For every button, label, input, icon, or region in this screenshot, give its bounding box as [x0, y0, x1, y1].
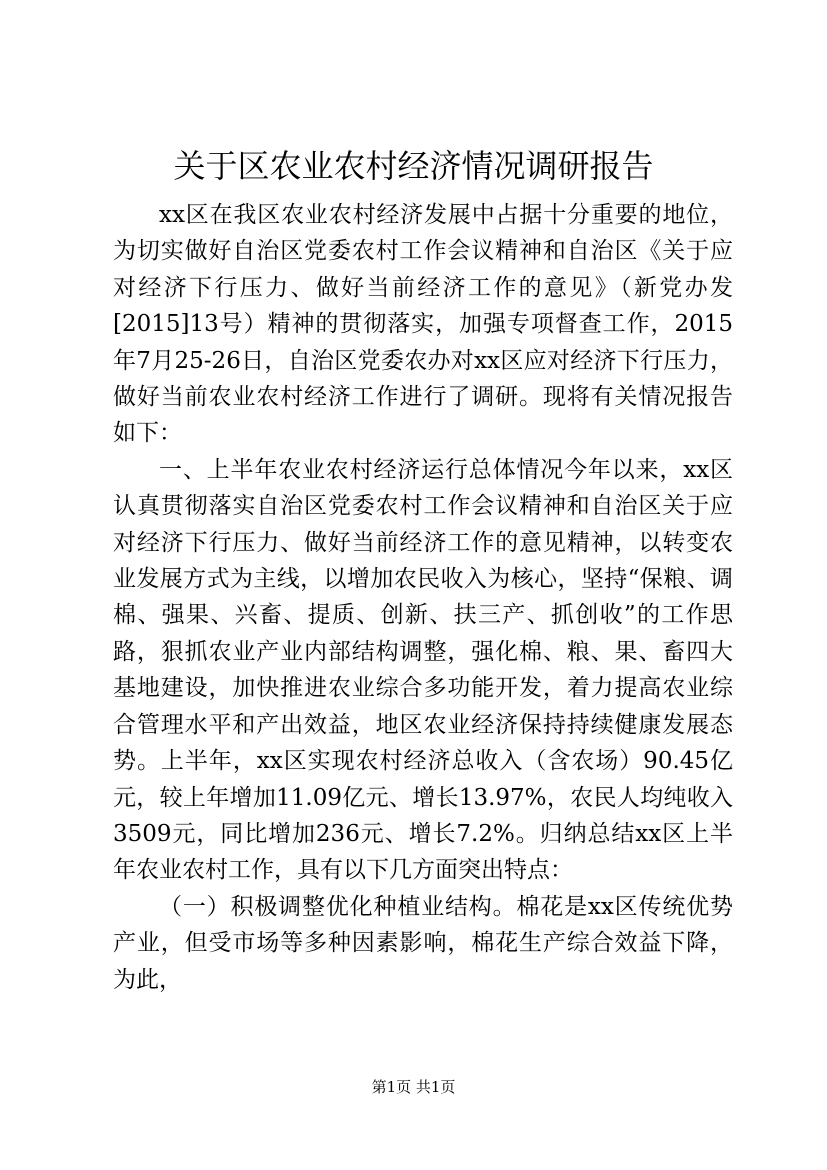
paragraph-section-one: 一、上半年农业农村经济运行总体情况今年以来，xx区认真贯彻落实自治区党委农村工作会议精神和自治区关于应对经济下行压力、做好当前经济工作的意见精神，以转变农业发展方式为主线，以增加农民收入为核心，坚持“保粮、调棉、强果、兴畜、提质、创新、扶三产、抓创收”的工作思路，狠抓农业产业内部结构调整，强化棉、粮、果、畜四大基地建设，加快推进农业综合多功能开发，着力提高农业综合管理水平和产出效益，地区农业经济保持持续健康发展态势。上半年，xx区实现农村经济总收入（含农场）90.45亿元，较上年增加11.09亿元、增长13.97%，农民人均纯收入3509元，同比增加236元、增长7.2%。归纳总结xx区上半年农业农村工作，具有以下几方面突出特点：: [113, 456, 733, 884]
document-title: 关于区农业农村经济情况调研报告: [173, 147, 654, 185]
paragraph-intro: xx区在我区农业农村经济发展中占据十分重要的地位，为切实做好自治区党委农村工作会议精神和自治区《关于应对经济下行压力、做好当前经济工作的意见》（新党办发[2015]13号）精神的贯彻落实，加强专项督查工作，2015年7月25-26日，自治区党委农办对xx区应对经济下行压力，做好当前农业农村经济工作进行了调研。现将有关情况报告如下：: [113, 202, 733, 447]
paragraph-subsection-one: （一）积极调整优化种植业结构。棉花是xx区传统优势产业，但受市场等多种因素影响，棉花生产综合效益下降，为此，: [113, 893, 733, 993]
page-footer: 第1页 共1页: [371, 1078, 456, 1096]
document-body: [113, 197, 733, 998]
